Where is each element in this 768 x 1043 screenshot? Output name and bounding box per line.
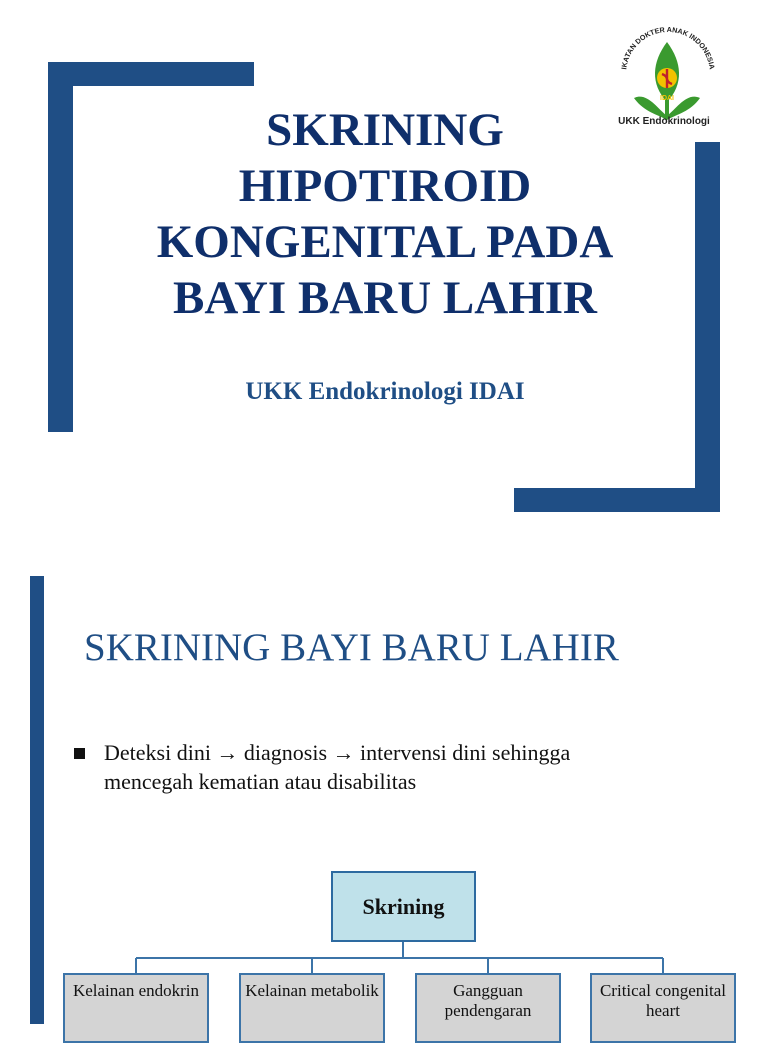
diagram-root-node: Skrining bbox=[331, 871, 476, 942]
logo-arc-text: IKATAN DOKTER ANAK INDONESIA bbox=[619, 24, 717, 71]
logo-caption: UKK Endokrinologi bbox=[618, 116, 710, 127]
bullet-line: mencegah kematian atau disabilitas bbox=[104, 769, 417, 794]
diagram-child-node: Kelainan endokrin bbox=[63, 973, 209, 1043]
title-line: HIPOTIROID bbox=[238, 160, 532, 212]
slide-title bbox=[110, 102, 660, 326]
slide-subtitle: UKK Endokrinologi IDAI bbox=[245, 378, 525, 405]
frame-bottom-right-horizontal bbox=[514, 488, 720, 512]
frame-top-left-horizontal bbox=[48, 62, 254, 86]
diagram-child-node: Critical congenital heart bbox=[590, 973, 736, 1043]
title-line: BAYI BARU LAHIR bbox=[173, 272, 597, 324]
diagram-child-node: Gangguan pendengaran bbox=[415, 973, 561, 1043]
title-line: SKRINING bbox=[266, 104, 504, 156]
slide2-title: SKRINING BAYI BARU LAHIR bbox=[84, 626, 619, 669]
diagram-child-node: Kelainan metabolik bbox=[239, 973, 385, 1043]
frame-top-left-vertical bbox=[48, 62, 73, 432]
slide2-left-accent-bar bbox=[30, 576, 44, 1024]
bullet-square-icon bbox=[74, 748, 85, 759]
frame-bottom-right-vertical bbox=[695, 142, 720, 512]
logo-badge-text: IDAI bbox=[660, 95, 674, 102]
bullet-line: Deteksi dini → diagnosis → intervensi dini sehingga bbox=[104, 740, 571, 765]
title-line: KONGENITAL PADA bbox=[156, 216, 614, 268]
bullet-text bbox=[104, 738, 704, 796]
